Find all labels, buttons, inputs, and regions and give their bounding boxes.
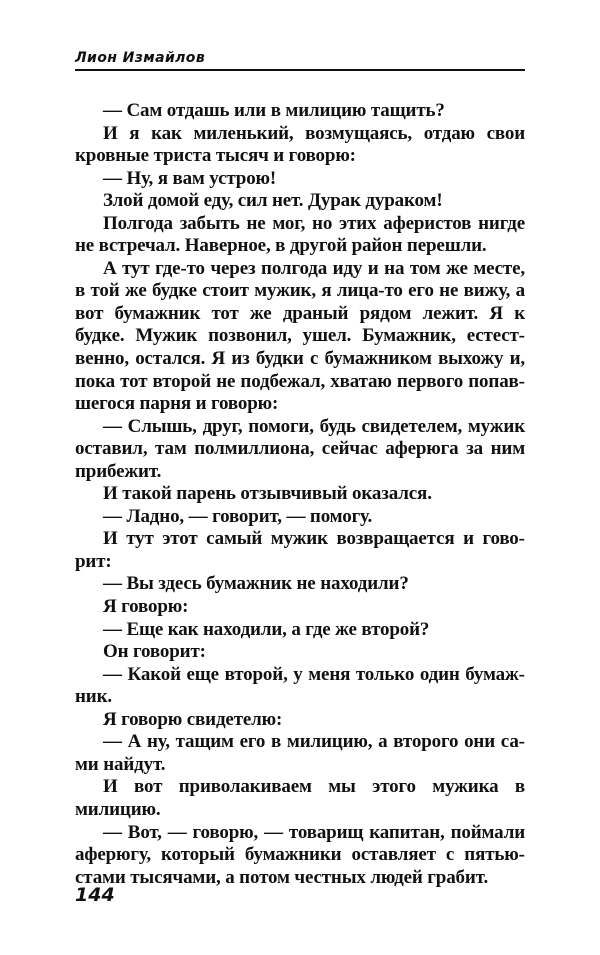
paragraph: А тут где-то через полгода иду и на том же месте, в той же будке стоит мужик, я лица-то его не вижу, а вот бумажник тот же драный рядом лежит. Я к будке. Мужик позвонил, ушел. Бумажник, естественно, остался. Я из будки с бумажником выхожу и, пока тот второй не подбежал, хватаю первого попавшегося парня и говорю: [75,257,525,415]
page-body [75,100,525,889]
paragraph: Злой домой еду, сил нет. Дурак дураком! [103,190,443,212]
page-number: 144 [75,884,115,906]
paragraph: Полгода забыть не мог, но этих аферистов нигде не встречал. Наверное, в другой район перешли. [75,212,525,257]
paragraph: — Какой еще второй, у меня только один бумажник. [75,663,525,708]
paragraph: — Вот, — говорю, — товарищ капитан, поймали аферюгу, который бумажники оставляет с пятьюстами тысячами, а потом честных людей грабит. [75,821,525,888]
paragraph: И такой парень отзывчивый оказался. [103,483,432,505]
paragraph: И тут этот самый мужик возвращается и говорит: [75,528,525,572]
paragraph: И я как миленький, возмущаясь, отдаю свои кровные триста тысяч и говорю: [75,122,525,167]
paragraph: — Ладно, — говорит, — помогу. [103,505,373,527]
running-header-author: Лион Измайлов [75,50,206,66]
paragraph: Он говорит: [103,641,206,663]
paragraph: — Слышь, друг, помоги, будь свидетелем, мужик оставил, там полмиллиона, сейчас аферюга за ним прибежит. [75,415,525,482]
paragraph: — Сам отдашь или в милицию тащить? [103,100,445,121]
paragraph: Я говорю: [103,596,189,618]
paragraph: — А ну, тащим его в милицию, а второго они сами найдут. [75,731,525,775]
paragraph: — Ну, я вам устрою! [103,167,277,189]
paragraph: Я говорю свидетелю: [103,708,283,730]
header-rule [75,69,525,71]
paragraph: И вот приволакиваем мы этого мужика в милицию. [75,776,525,820]
paragraph: — Еще как находили, а где же второй? [103,618,430,640]
paragraph: — Вы здесь бумажник не находили? [103,573,409,595]
